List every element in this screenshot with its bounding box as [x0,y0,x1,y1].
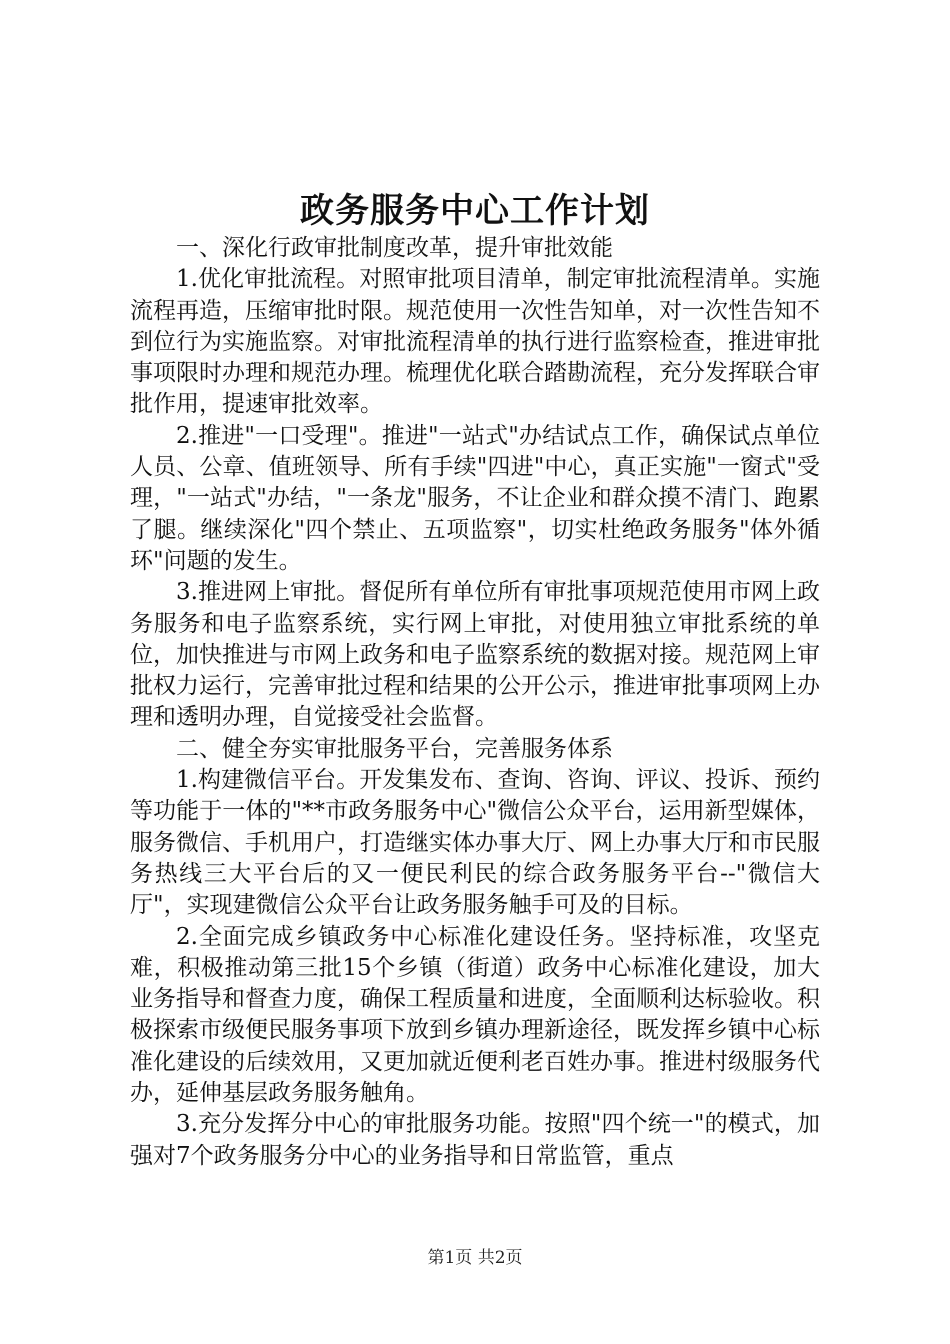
paragraph-2-3: 3.充分发挥分中心的审批服务功能。按照"四个统一"的模式，加强对7个政务服务分中心的业务指导和日常监管，重点 [130,1111,820,1169]
section-heading-1: 一、深化行政审批制度改革，提升审批效能 [176,235,613,261]
paragraph-2-1: 1.构建微信平台。开发集发布、查询、咨询、评议、投诉、预约等功能于一体的"**市政务服务中心"微信公众平台，运用新型媒体，服务微信、手机用户，打造继实体办事大厅、网上办事大厅和市民服务热线三大平台后的又一便民利民的综合政务服务平台--"微信大厅"，实现建微信公众平台让政务服务触手可及的目标。 [130,767,820,919]
document-body [130,233,820,1172]
paragraph-1-2: 2.推进"一口受理"。推进"一站式"办结试点工作，确保试点单位人员、公章、值班领导、所有手续"四进"中心，真正实施"一窗式"受理，"一站式"办结，"一条龙"服务，不让企业和群众摸不清门、跑累了腿。继续深化"四个禁止、五项监察"，切实杜绝政务服务"体外循环"问题的发生。 [130,422,820,574]
document-title: 政务服务中心工作计划 [300,191,650,231]
paragraph-1-1: 1.优化审批流程。对照审批项目清单，制定审批流程清单。实施流程再造，压缩审批时限。规范使用一次性告知单，对一次性告知不到位行为实施监察。对审批流程清单的执行进行监察检查，推进审批事项限时办理和规范办理。梳理优化联合踏勘流程，充分发挥联合审批作用，提速审批效率。 [130,266,820,418]
section-heading-2: 二、健全夯实审批服务平台，完善服务体系 [176,735,613,762]
page-number-footer: 第1页 共2页 [427,1248,523,1268]
paragraph-1-3: 3.推进网上审批。督促所有单位所有审批事项规范使用市网上政务服务和电子监察系统，实行网上审批，对使用独立审批系统的单位，加快推进与市网上政务和电子监察系统的数据对接。规范网上审批权力运行，完善审批过程和结果的公开公示，推进审批事项网上办理和透明办理，自觉接受社会监督。 [130,579,820,731]
paragraph-2-2: 2.全面完成乡镇政务中心标准化建设任务。坚持标准，攻坚克难，积极推动第三批15个乡镇（街道）政务中心标准化建设，加大业务指导和督查力度，确保工程质量和进度，全面顺利达标验收。积极探索市级便民服务事项下放到乡镇办理新途径，既发挥乡镇中心标准化建设的后续效用，又更加就近便利老百姓办事。推进村级服务代办，延伸基层政务服务触角。 [130,923,820,1107]
